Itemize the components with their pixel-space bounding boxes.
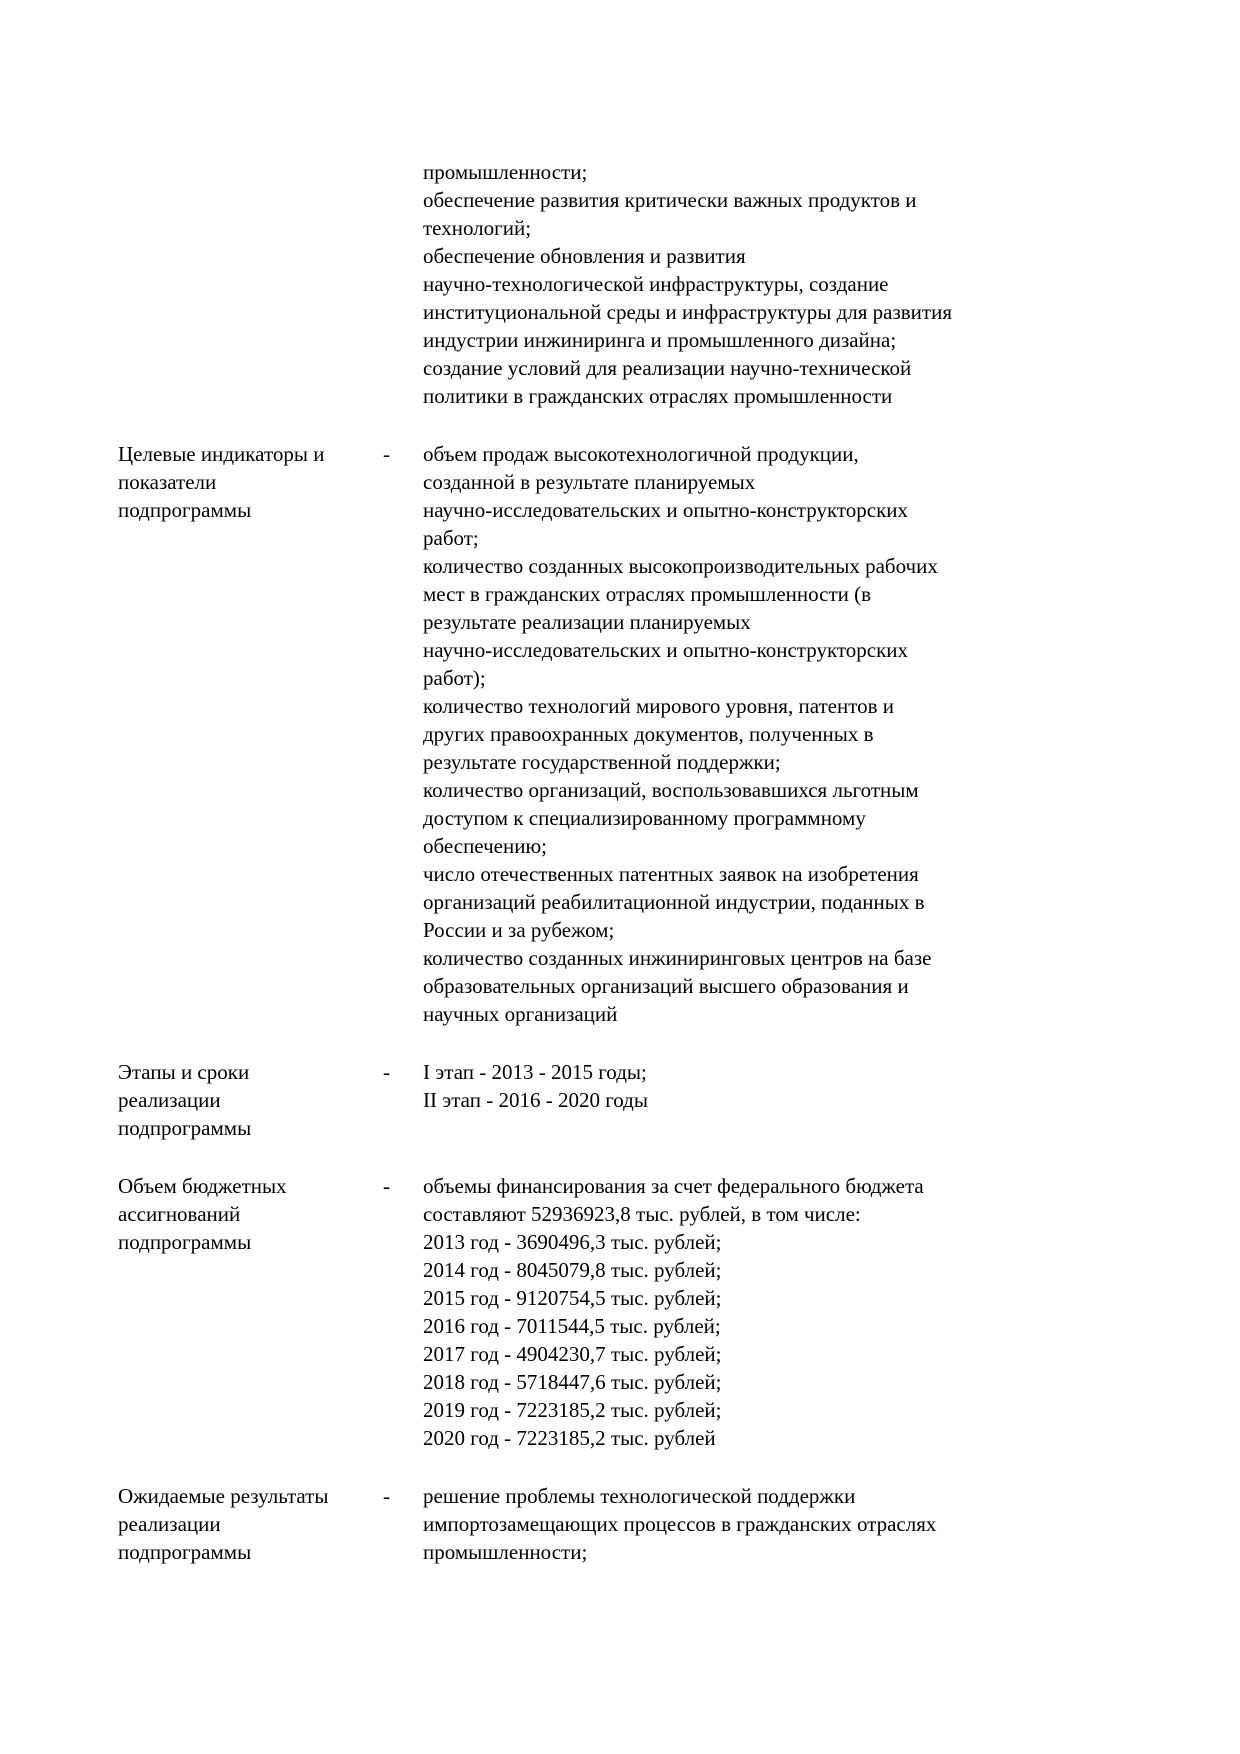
passport-row-stages: [118, 1058, 1150, 1142]
row-content: I этап - 2013 - 2015 годы; II этап - 2016 - 2020 годы: [423, 1060, 648, 1112]
row-content: решение проблемы технологической поддержки импортозамещающих процессов в гражданских отраслях промышленности;: [423, 1484, 937, 1564]
row-content: промышленности; обеспечение развития критически важных продуктов и технологий; обеспечение обновления и развития научно-технологической инфраструктуры, создание институциональной среды и инфраструктуры для развития индустрии инжиниринга и промышленного дизайна; создание условий для реализации научно-технической политики в гражданских отраслях промышленности: [423, 160, 952, 408]
passport-row-results: [118, 1482, 1150, 1566]
row-label: Целевые индикаторы и показатели подпрограммы: [118, 442, 325, 522]
row-label: Объем бюджетных ассигнований подпрограммы: [118, 1174, 287, 1254]
passport-row-continuation: [118, 158, 1150, 410]
row-separator-dash: -: [383, 1484, 390, 1508]
row-separator-dash: -: [383, 442, 390, 466]
row-separator-dash: -: [383, 1174, 390, 1198]
row-content: объем продаж высокотехнологичной продукции, созданной в результате планируемых научно-исследовательских и опытно-конструкторских работ; количество созданных высокопроизводительных рабочих мест в гражданских отраслях промышленности (в результате реализации планируемых научно-исследовательских и опытно-конструкторских работ); количество технологий мирового уровня, патентов и других правоохранных документов, полученных в результате государственной поддержки; количество организаций, воспользовавшихся льготным доступом к специализированному программному обеспечению; число отечественных патентных заявок на изобретения организаций реабилитационной индустрии, поданных в России и за рубежом; количество созданных инжиниринговых центров на базе образовательных организаций высшего образования и научных организаций: [423, 442, 938, 1026]
row-content: объемы финансирования за счет федерального бюджета составляют 52936923,8 тыс. рублей, в том числе: 2013 год - 3690496,3 тыс. рублей; 2014 год - 8045079,8 тыс. рублей; 2015 год - 9120754,5 тыс. рублей; 2016 год - 7011544,5 тыс. рублей; 2017 год - 4904230,7 тыс. рублей; 2018 год - 5718447,6 тыс. рублей; 2019 год - 7223185,2 тыс. рублей; 2020 год - 7223185,2 тыс. рублей: [423, 1174, 924, 1450]
row-label: Этапы и сроки реализации подпрограммы: [118, 1060, 252, 1140]
passport-row-indicators: [118, 440, 1150, 1028]
row-label: Ожидаемые результаты реализации подпрограммы: [118, 1484, 329, 1564]
passport-row-budget: [118, 1172, 1150, 1452]
row-separator-dash: -: [383, 1060, 390, 1084]
